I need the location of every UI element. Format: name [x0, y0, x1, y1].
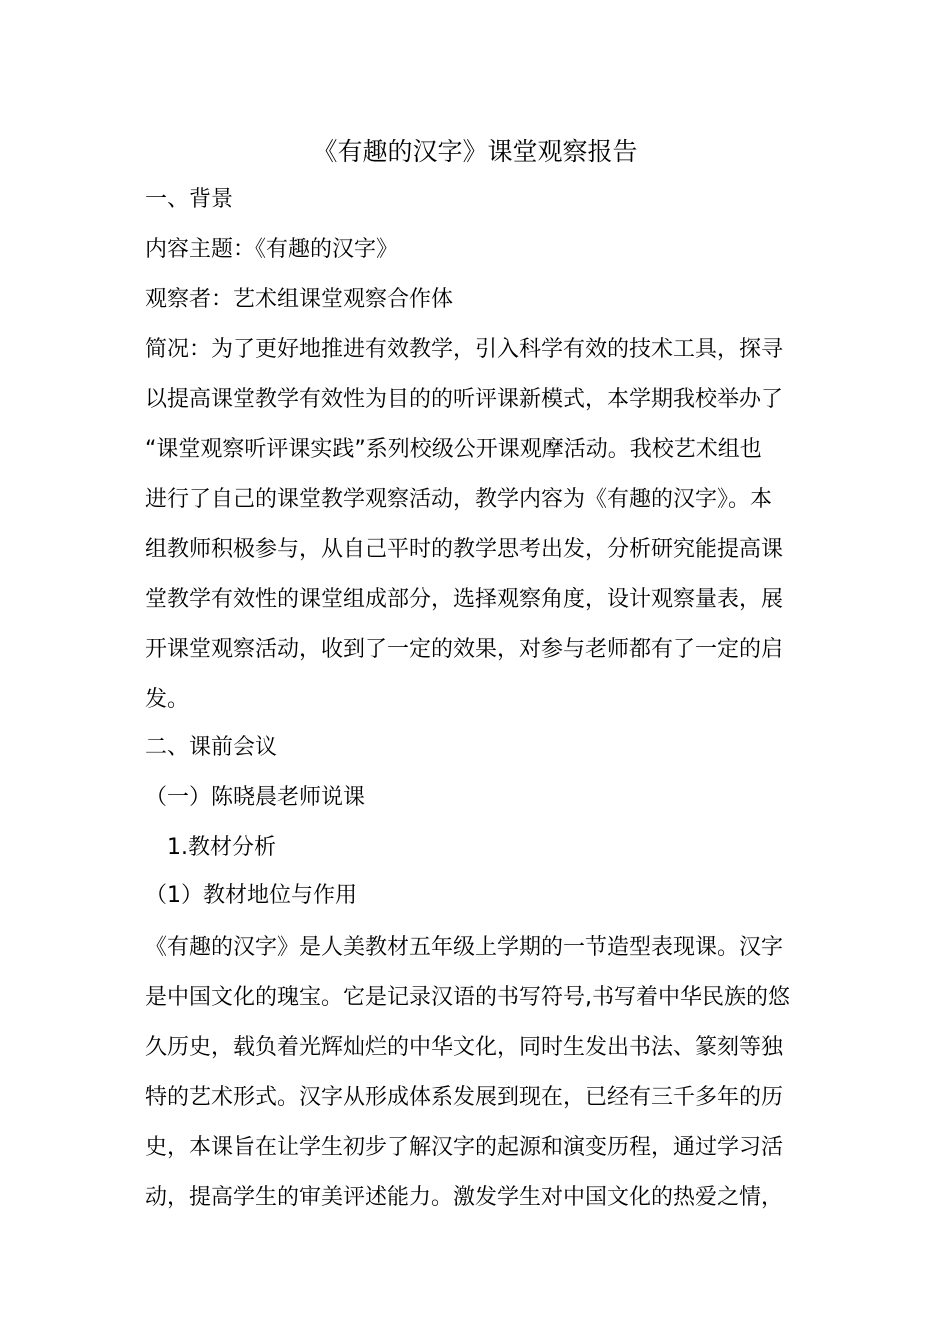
paragraph-line: 进行了自己的课堂教学观察活动，教学内容为《有趣的汉字》。本	[145, 487, 773, 512]
section-heading-background: 一、背景	[145, 187, 234, 212]
paragraph-line: 史，本课旨在让学生初步了解汉字的起源和演变历程，通过学习活	[145, 1135, 784, 1160]
paragraph-line: 以提高课堂教学有效性为目的的听评课新模式，本学期我校举办了	[145, 387, 784, 412]
subsection-heading: （一）陈晓晨老师说课	[145, 785, 366, 810]
paragraph-line: 简况：为了更好地推进有效教学，引入科学有效的技术工具，探寻	[145, 337, 784, 362]
paragraph-line: 发。	[145, 687, 190, 712]
paragraph-line: 久历史，载负着光辉灿烂的中华文化，同时生发出书法、篆刻等独	[145, 1035, 784, 1060]
paragraph-line: 开课堂观察活动，收到了一定的效果，对参与老师都有了一定的启	[145, 637, 784, 662]
paragraph-line: “课堂观察听评课实践”系列校级公开课观摩活动。我校艺术组也	[145, 437, 762, 462]
paragraph-line: 堂教学有效性的课堂组成部分，选择观察角度，设计观察量表，展	[145, 587, 784, 612]
subsection-heading-textbook-role: （1）教材地位与作用	[145, 883, 357, 908]
observer-line: 观察者：艺术组课堂观察合作体	[145, 287, 454, 312]
document-title: 《有趣的汉字》课堂观察报告	[312, 137, 638, 166]
subsection-heading-textbook-analysis: 1.教材分析	[167, 835, 276, 860]
content-topic-line: 内容主题：《有趣的汉字》	[145, 237, 399, 262]
paragraph-line: 特的艺术形式。汉字从形成体系发展到现在，已经有三千多年的历	[145, 1085, 784, 1110]
paragraph-line: 《有趣的汉字》是人美教材五年级上学期的一节造型表现课。汉字	[145, 935, 784, 960]
paragraph-line: 是中国文化的瑰宝。它是记录汉语的书写符号,书写着中华民族的悠	[145, 985, 790, 1010]
paragraph-line: 动，提高学生的审美评述能力。激发学生对中国文化的热爱之情，	[145, 1185, 784, 1210]
paragraph-line: 组教师积极参与，从自己平时的教学思考出发，分析研究能提高课	[145, 537, 784, 562]
section-heading-pre-class-meeting: 二、课前会议	[145, 735, 278, 760]
